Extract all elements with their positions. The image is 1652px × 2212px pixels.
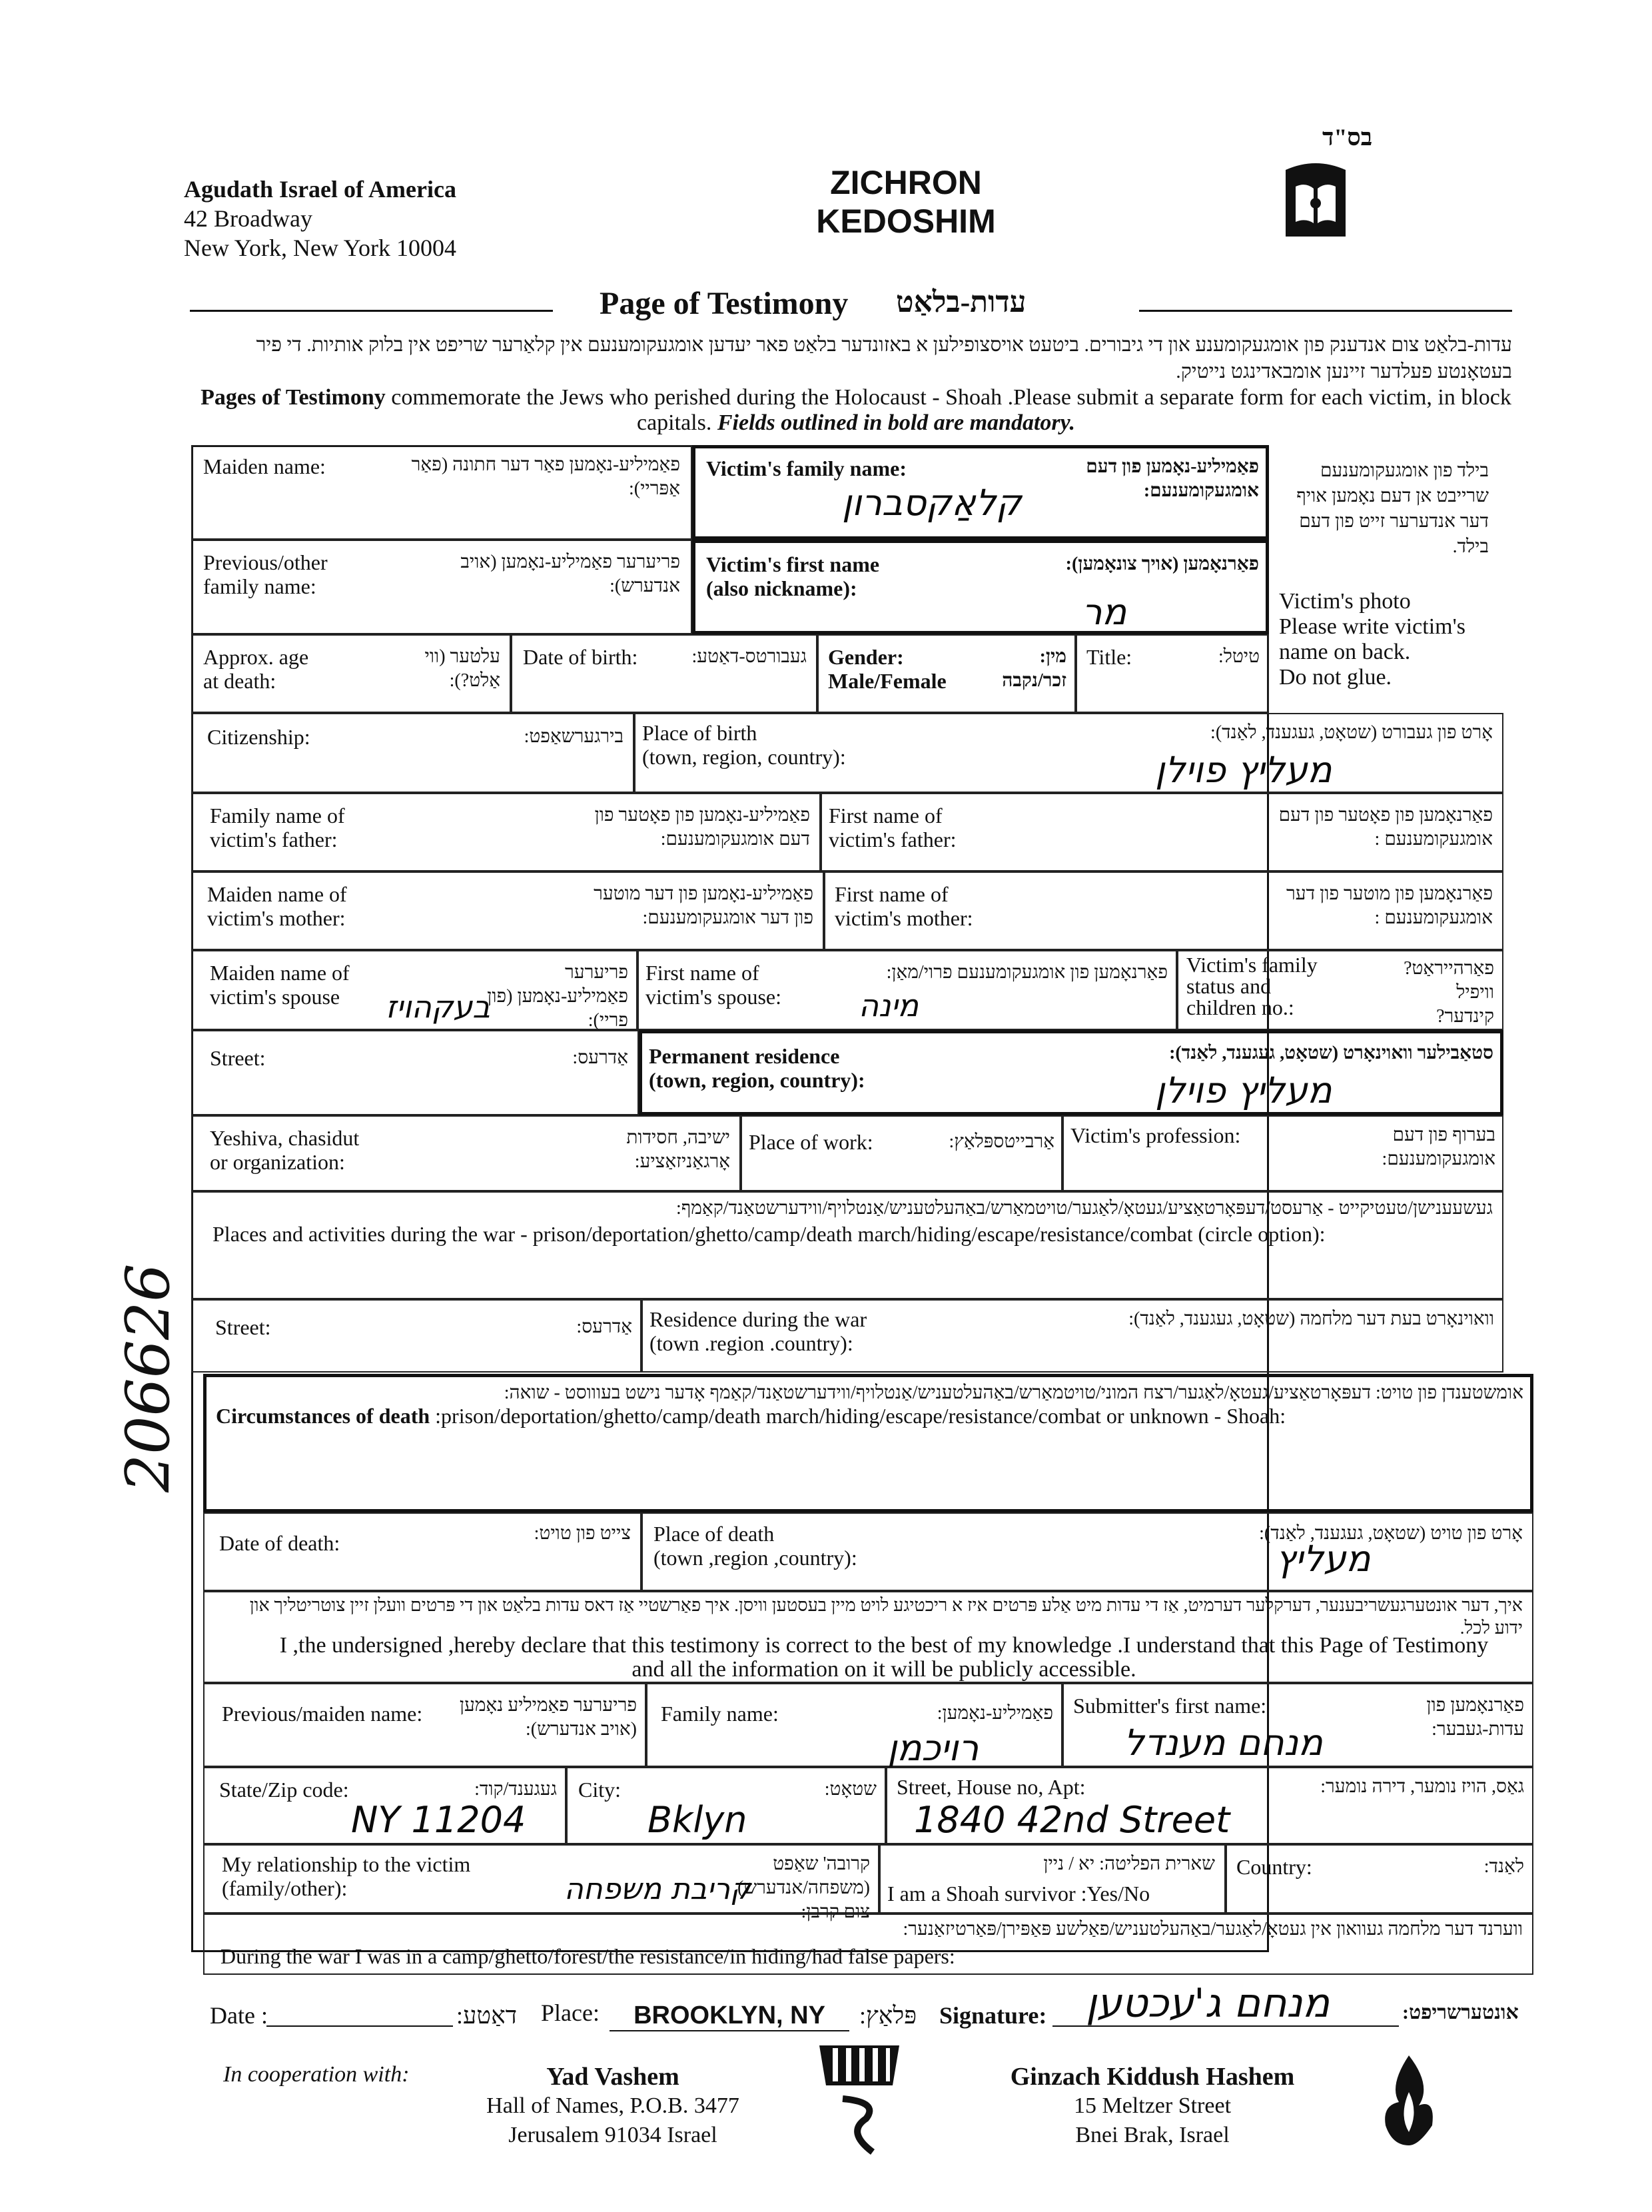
archive-number: 206626 bbox=[113, 1263, 183, 1492]
signature-label: Signature: bbox=[939, 2002, 1047, 2029]
title-label-he: טיטל: bbox=[1218, 646, 1260, 667]
sub-first-label: Submitter's first name: bbox=[1073, 1694, 1267, 1718]
street-label: Street: bbox=[210, 1046, 266, 1070]
photo-line4: Do not glue. bbox=[1279, 665, 1392, 690]
birth-place-value: מעליץ פוילן bbox=[1155, 749, 1332, 791]
victim-first-label: Victim's first name (also nickname): bbox=[706, 552, 880, 600]
spouse-maiden-label-he: פריערער פאַמיליע-נאָמען (פון פריי): bbox=[487, 962, 628, 1031]
war-activities-field[interactable] bbox=[191, 1191, 1503, 1299]
citizenship-label-he: בירגערשאַפט: bbox=[524, 726, 623, 747]
submitter-first-name-field[interactable] bbox=[1062, 1683, 1533, 1767]
maiden-name-label-he: פאַמיליע-נאָמען פאַר דער חתונה (פאַר אַפּריי): bbox=[411, 454, 680, 499]
age-label: Approx. age at death: bbox=[203, 645, 309, 693]
war-me-label-he: ווערנד דער מלחמה געוואון אין געטאָ/לאַגער/באַהעלטעניש/פאַלשע פּאַפּירן/פּאַרטיזאַנער: bbox=[903, 1919, 1523, 1939]
victim-family-value: קלאַקסברון bbox=[842, 482, 1022, 524]
submitter-war-experience-field[interactable] bbox=[203, 1914, 1533, 1975]
declaration-english: I ,the undersigned ,hereby declare that this testimony is correct to the best of my knowledge .I understand that this Page of Testimony and all the information on it will be publicly accessible. bbox=[279, 1633, 1489, 1682]
page-title: Page of Testimony bbox=[600, 286, 849, 321]
war-street-label-he: אַדרעס: bbox=[576, 1317, 632, 1337]
family-status-label-he: פאַרהייראַט? וויפיל קינדער? bbox=[1404, 958, 1494, 1027]
title-rule-left bbox=[190, 310, 553, 312]
signature-label-he: אונטערשריפט: bbox=[1402, 2001, 1519, 2023]
cooperation-label: In cooperation with: bbox=[223, 2062, 410, 2087]
yv-address2: Jerusalem 91034 Israel bbox=[508, 2123, 717, 2147]
sub-street-value: 1840 42nd Street bbox=[914, 1799, 1230, 1841]
yad-vashem-block bbox=[453, 2062, 773, 2150]
dob-label-he: געבורטס-דאַטע: bbox=[691, 646, 807, 667]
citizenship-field[interactable] bbox=[191, 713, 634, 793]
relationship-label: My relationship to the victim (family/other): bbox=[222, 1852, 471, 1900]
submitter-street-field[interactable] bbox=[886, 1767, 1533, 1844]
sub-prev-label-he: פריערער פאַמיליע נאָמען (אויב אנדערש): bbox=[459, 1695, 637, 1740]
ginzach-block bbox=[966, 2062, 1339, 2150]
intro-english bbox=[200, 385, 1512, 436]
yeshiva-label-he: ישיבה, חסידות אָרגאַניזאַציע: bbox=[626, 1127, 730, 1172]
war-res-label-he: וואוינאָרט בעת דער מלחמה (שטאָט, געגענד, לאַנד): bbox=[1128, 1309, 1494, 1329]
mother-first-label-he: פאַרנאָמען פון מוטער פון דער אומגעקומענעם : bbox=[1286, 883, 1493, 928]
gender-field[interactable] bbox=[817, 634, 1076, 713]
country-field[interactable] bbox=[1226, 1844, 1533, 1914]
gk-name: Ginzach Kiddush Hashem bbox=[1010, 2063, 1295, 2091]
father-family-name-field[interactable] bbox=[191, 793, 821, 871]
declaration-hebrew: איך, דער אונטערגעשריבענער, דערקלער דערמיט, אַז די עדות מיט אַלע פּרטים איז א ריכטיגע לויט מיין בעסטען וויסן. איך פאַרשטיי אַז דאס עדות בלאַט און די פּרטים וועלן זיין צוטריטליך און ידוע לכל. bbox=[249, 1595, 1523, 1638]
victim-family-label: Victim's family name: bbox=[706, 456, 907, 480]
sub-city-label-he: שטאָט: bbox=[824, 1779, 877, 1800]
death-place-value: מעליץ bbox=[1276, 1538, 1371, 1580]
sub-first-value: מנחם מענדל bbox=[1124, 1722, 1323, 1764]
war-street-label: Street: bbox=[215, 1315, 271, 1339]
book-emblem-icon bbox=[1279, 157, 1352, 243]
survivor-label-he: שארית הפליטה: יא / ניין bbox=[1043, 1854, 1215, 1874]
previous-family-label-he: פריערער פאַמיליע-נאָמען (אויב אנדערש): bbox=[460, 552, 680, 596]
war-activity-label-he: געשעענישן/טעטיקייט - אַרעסט/דעפּאָרטאַציע/געטאָ/לאַגער/טויטמאַרש/באַהעלטעניש/אַנטלויף/ווידערשטאַנד/קאַמף: bbox=[676, 1198, 1493, 1219]
street-field[interactable] bbox=[191, 1030, 639, 1115]
dod-label: Date of death: bbox=[219, 1531, 340, 1555]
war-me-label: During the war I was in a camp/ghetto/forest/the resistance/in hiding/had false papers: bbox=[220, 1944, 955, 1968]
signature-value: מנחם ג'עכטען bbox=[1086, 1980, 1330, 2027]
sub-state-label: State/Zip code: bbox=[219, 1778, 349, 1802]
circumstances-label-he: אומשטענדן פון טויט: דעפּאָרטאַציע/געטאָ/לאַגער/רצח המוני/טויטמאַרש/באַהעלטעניש/אַנטלויף/ווידערשטאַנד/קאַמף אָדער נישט בעוווסט - שואה: bbox=[504, 1382, 1523, 1403]
sub-state-value: NY 11204 bbox=[351, 1799, 526, 1841]
yv-address1: Hall of Names, P.O.B. 3477 bbox=[486, 2093, 739, 2118]
permanent-res-label-he: סטאַבילער וואוינאָרט (שטאָט, געגענד, לאַנד): bbox=[1169, 1043, 1493, 1063]
date-of-death-field[interactable] bbox=[203, 1512, 641, 1591]
family-status-field[interactable] bbox=[1177, 950, 1503, 1030]
death-place-label: Place of death (town ,region ,country): bbox=[653, 1522, 857, 1570]
country-label-he: לאַנד: bbox=[1483, 1856, 1524, 1877]
sub-city-value: Bklyn bbox=[647, 1799, 747, 1841]
maiden-name-field[interactable] bbox=[191, 445, 692, 540]
org-name: Agudath Israel of America bbox=[184, 176, 456, 203]
sub-state-label-he: געגענד/קוד: bbox=[474, 1779, 557, 1800]
yeshiva-label: Yeshiva, chasidut or organization: bbox=[210, 1126, 360, 1174]
dod-label-he: צייט פון טויט: bbox=[534, 1523, 631, 1544]
place-of-death-field[interactable] bbox=[641, 1512, 1533, 1591]
sub-street-label-he: גאַס, הויז נומער, דירה נומער: bbox=[1320, 1776, 1524, 1797]
flame-emblem-icon bbox=[1372, 2052, 1446, 2152]
gk-address2: Bnei Brak, Israel bbox=[1075, 2123, 1230, 2147]
mother-first-name-field[interactable] bbox=[824, 871, 1503, 950]
age-label-he: עלטער (ווי אַלט?): bbox=[424, 646, 500, 691]
dob-label: Date of birth: bbox=[523, 645, 638, 669]
relationship-field[interactable] bbox=[203, 1844, 879, 1922]
war-activity-label: Places and activities during the war - prison/deportation/ghetto/camp/death march/hiding/escape/resistance/combat (circle option): bbox=[212, 1222, 1326, 1246]
mother-maiden-label-he: פאַמיליע-נאָמען פון דער מוטער פון דער אומגעקומענעם: bbox=[594, 883, 813, 928]
relationship-label-he: קרובה' שאַפט (משפחה/אנדערש) צום קרבן: bbox=[737, 1854, 870, 1922]
spouse-maiden-name-field[interactable] bbox=[191, 950, 637, 1030]
profession-label-he: בערוף פון דעם אומגעקומענעם: bbox=[1382, 1125, 1495, 1169]
spouse-maiden-value: בעקהויז bbox=[386, 989, 490, 1025]
sub-family-value: רויכמן bbox=[887, 1727, 979, 1769]
date-label-he: דאַטע: bbox=[456, 2002, 518, 2029]
place-of-work-field[interactable] bbox=[741, 1115, 1062, 1191]
submitter-family-name-field[interactable] bbox=[646, 1683, 1062, 1767]
permanent-res-label: Permanent residence (town, region, country): bbox=[649, 1044, 865, 1092]
photo-instructions bbox=[1279, 589, 1499, 690]
father-family-label: Family name of victim's father: bbox=[210, 804, 345, 851]
sub-street-label: Street, House no, Apt: bbox=[897, 1775, 1086, 1799]
war-res-label: Residence during the war (town .region .country): bbox=[649, 1307, 867, 1355]
father-first-name-field[interactable] bbox=[821, 793, 1503, 871]
zichron-line1: ZICHRON bbox=[830, 164, 982, 201]
war-residence-field[interactable] bbox=[641, 1299, 1503, 1373]
citizenship-label: Citizenship: bbox=[207, 725, 310, 749]
organization-block bbox=[184, 175, 456, 263]
submitter-previous-name-field[interactable] bbox=[203, 1683, 646, 1767]
survivor-label: I am a Shoah survivor :Yes/No bbox=[887, 1882, 1150, 1906]
sub-prev-label: Previous/maiden name: bbox=[222, 1702, 423, 1726]
title-label: Title: bbox=[1086, 645, 1132, 669]
intro-hebrew: עדות-בלאַט צום אנדענק פון אומגעקומענע און די גיבורים. ביטעט אויסצופילען א באזונדער בלאַט פאר יעדען אומגעקומענעם אין קלאַרער שריפט אין בלוק אותיות. די פיר בעטאָנטע פעלדער זיינען אומבאדינגט נייטיק. bbox=[256, 334, 1512, 382]
shoah-survivor-field[interactable] bbox=[879, 1844, 1226, 1914]
profession-label: Victim's profession: bbox=[1070, 1123, 1241, 1147]
relationship-value: קריבת משפחה bbox=[564, 1872, 751, 1906]
gender-label: Gender: Male/Female bbox=[828, 645, 947, 693]
previous-family-name-field[interactable] bbox=[191, 540, 692, 634]
sub-first-label-he: פאַרנאָמען פון עדות-געבער: bbox=[1426, 1695, 1524, 1740]
bsd-mark: בס"ד bbox=[1322, 124, 1373, 151]
death-place-label-he: אָרט פון טויט (שטאָט, געגענד, לאַנד): bbox=[1259, 1523, 1523, 1544]
country-label: Country: bbox=[1236, 1855, 1312, 1879]
photo-line3: name on back. bbox=[1279, 640, 1411, 664]
sub-family-label-he: פאַמיליע-נאָמען: bbox=[937, 1703, 1053, 1724]
place-value: BROOKLYN, NY bbox=[610, 2001, 849, 2031]
circumstances-label: Circumstances of death :prison/deportation/ghetto/camp/death march/hiding/escape/resistance/combat or unknown - Shoah: bbox=[216, 1404, 1286, 1428]
place-of-birth-field[interactable] bbox=[634, 713, 1503, 793]
permanent-res-value: מעליץ פוילן bbox=[1155, 1069, 1332, 1111]
title-rule-right bbox=[1139, 310, 1512, 312]
mother-maiden-label: Maiden name of victim's mother: bbox=[207, 882, 347, 930]
birth-place-label-he: אָרט פון געבורט (שטאָט, געגענד, לאַנד): bbox=[1210, 722, 1493, 743]
victim-first-value: מר bbox=[1082, 591, 1127, 633]
birth-place-label: Place of birth (town, region, country): bbox=[642, 721, 846, 769]
previous-family-label: Previous/other family name: bbox=[203, 550, 328, 598]
date-label: Date : bbox=[210, 2002, 268, 2029]
spouse-first-label: First name of victim's spouse: bbox=[645, 961, 781, 1009]
family-status-label: Victim's family status and children no.: bbox=[1186, 953, 1318, 1019]
zichron-line2: KEDOSHIM bbox=[816, 203, 996, 240]
zichron-title bbox=[766, 163, 1046, 241]
permanent-residence-field[interactable] bbox=[639, 1030, 1503, 1115]
spouse-first-name-field[interactable] bbox=[637, 950, 1177, 1030]
father-family-label-he: פאַמיליע-נאָמען פון פאָטער פון דעם אומגעקומענעם: bbox=[594, 805, 810, 849]
submitter-city-field[interactable] bbox=[566, 1767, 886, 1844]
yv-name: Yad Vashem bbox=[546, 2063, 679, 2091]
declaration-block bbox=[203, 1591, 1533, 1683]
date-of-birth-field[interactable] bbox=[511, 634, 817, 713]
father-first-label-he: פאַרנאָמען פון פאָטער פון דעם אומגעקומענעם : bbox=[1278, 805, 1493, 849]
street-label-he: אַדרעס: bbox=[572, 1047, 628, 1068]
intro-lead: Pages of Testimony bbox=[201, 385, 386, 410]
sub-city-label: City: bbox=[578, 1778, 621, 1802]
page-title-hebrew: עדות-בלאַט bbox=[896, 286, 1027, 318]
victim-family-label-he: פאַמיליע-נאָמען פון דעם אומגעקומענעם: bbox=[1086, 456, 1259, 501]
sub-family-label: Family name: bbox=[661, 1702, 779, 1726]
date-line[interactable] bbox=[266, 2025, 453, 2027]
victim-first-name-field[interactable] bbox=[692, 540, 1269, 634]
title-field[interactable] bbox=[1076, 634, 1269, 713]
war-street-field[interactable] bbox=[191, 1299, 641, 1373]
org-address-line2: New York, New York 10004 bbox=[184, 235, 457, 261]
place-label: Place: bbox=[541, 1999, 600, 2026]
age-field[interactable] bbox=[191, 634, 511, 713]
victim-family-name-field[interactable] bbox=[692, 445, 1269, 540]
victim-first-label-he: פאַרנאָמען (אויך צונאָמען): bbox=[1065, 554, 1259, 574]
place-label-he: פּלאַץ: bbox=[859, 2002, 917, 2029]
work-label: Place of work: bbox=[749, 1130, 873, 1154]
intro-rest: commemorate the Jews who perished during the Holocaust - Shoah .Please submit a separate form for each victim, in block capitals. bbox=[385, 385, 1511, 435]
menorah-icon bbox=[813, 2039, 906, 2159]
mother-maiden-name-field[interactable] bbox=[191, 871, 824, 950]
mother-first-label: First name of victim's mother: bbox=[835, 882, 973, 930]
gk-address1: 15 Meltzer Street bbox=[1073, 2093, 1232, 2118]
work-label-he: אַרבייטספּלאַץ: bbox=[949, 1131, 1054, 1152]
maiden-name-label: Maiden name: bbox=[203, 454, 326, 478]
yeshiva-field[interactable] bbox=[191, 1115, 741, 1191]
submitter-state-zip-field[interactable] bbox=[203, 1767, 566, 1844]
profession-field[interactable] bbox=[1062, 1115, 1503, 1191]
spouse-maiden-label: Maiden name of victim's spouse bbox=[210, 961, 350, 1009]
spouse-first-value: מינה bbox=[859, 987, 919, 1023]
org-address-line1: 42 Broadway bbox=[184, 205, 312, 232]
father-first-label: First name of victim's father: bbox=[829, 804, 957, 851]
intro-mandatory: Fields outlined in bold are mandatory. bbox=[717, 410, 1075, 435]
gender-label-he: מין: זכר/נקבה bbox=[1002, 646, 1066, 691]
spouse-first-label-he: פאַרנאָמען פון אומגעקומענעם פרוי/מאַן: bbox=[886, 962, 1168, 983]
photo-instructions-hebrew: בילד פון אומגעקומענעם שרייבט אן דעם נאָמען אויף דער אנדערער זייט פון דעם בילד. bbox=[1296, 460, 1489, 557]
photo-line1: Victim's photo bbox=[1279, 589, 1411, 614]
circumstances-of-death-field[interactable] bbox=[203, 1374, 1533, 1512]
photo-line2: Please write victim's bbox=[1279, 614, 1465, 639]
